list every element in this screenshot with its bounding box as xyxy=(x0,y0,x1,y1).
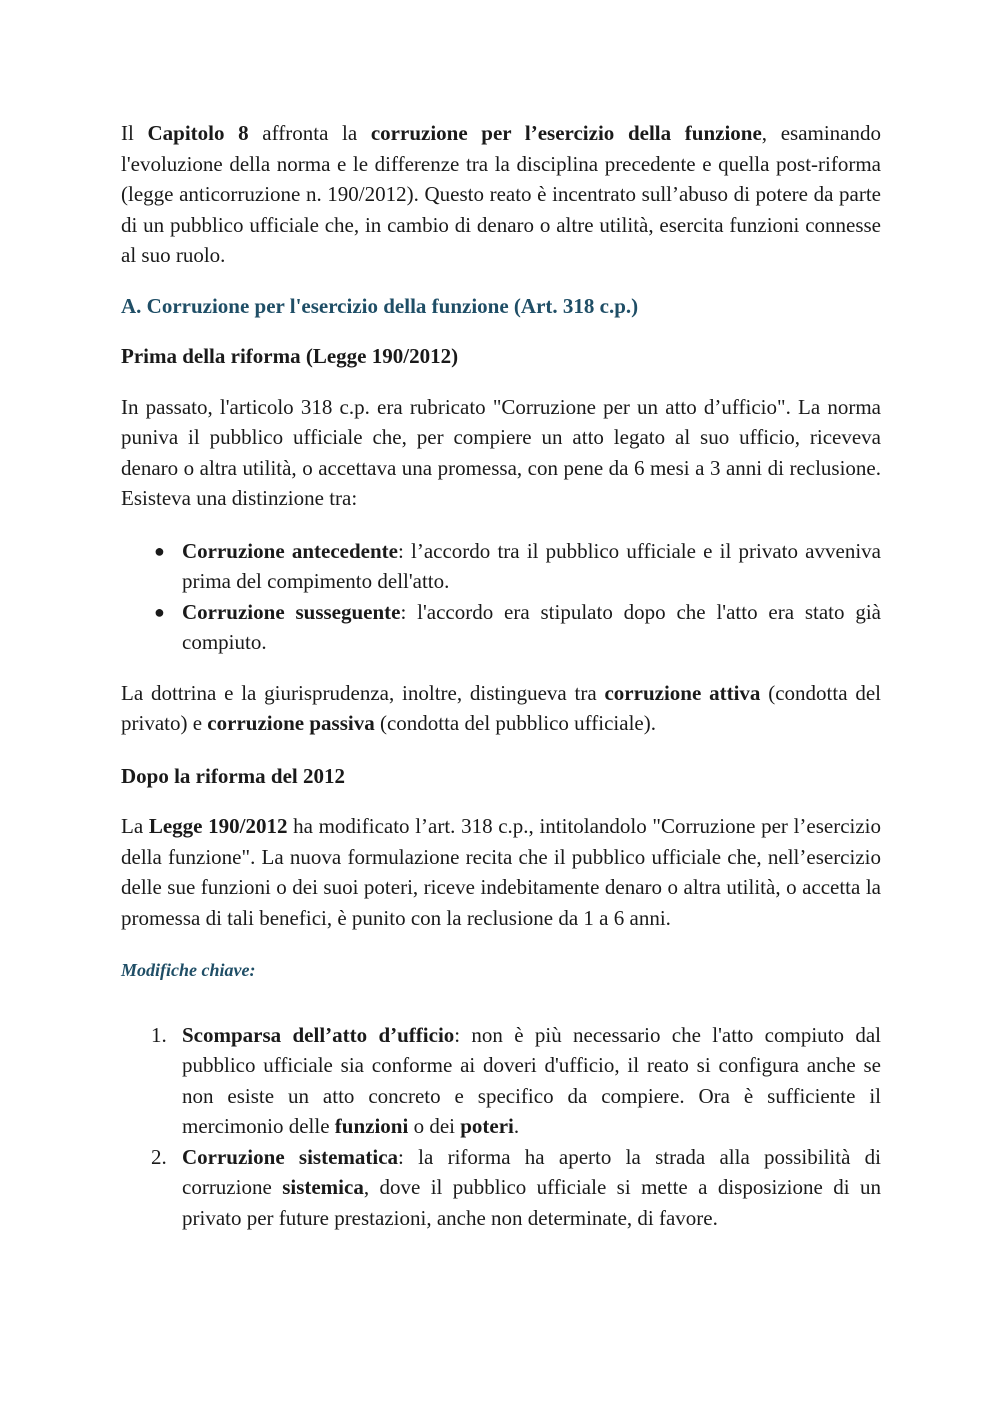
after-reform-paragraph xyxy=(121,811,881,933)
document-page xyxy=(121,118,881,1253)
list-item-bold: funzioni xyxy=(334,1114,409,1138)
list-item-term: Scomparsa dell’atto d’ufficio xyxy=(182,1022,455,1047)
doctrine-text: (condotta del privato) e xyxy=(121,680,881,735)
list-item-text: : la riforma ha aperto la strada alla possibilità di corruzione xyxy=(182,1144,881,1199)
doctrine-paragraph xyxy=(121,678,881,739)
doctrine-text: (condotta del pubblico ufficiale). xyxy=(374,711,656,735)
list-item-text: o dei xyxy=(408,1114,461,1138)
list-item-text: : l'accordo era stipulato dopo che l'atto era stato già compiuto. xyxy=(182,599,881,654)
intro-bold-topic: corruzione per l’esercizio della funzione xyxy=(370,121,762,145)
list-item-term: Corruzione antecedente xyxy=(182,538,398,563)
doctrine-text: La dottrina e la giurisprudenza, inoltre, distingueva tra xyxy=(121,680,605,705)
intro-text: affronta la xyxy=(248,121,371,145)
after-bold-law: Legge 190/2012 xyxy=(148,814,288,838)
list-item-term: Corruzione susseguente xyxy=(182,599,401,624)
list-item xyxy=(121,597,881,658)
before-reform-paragraph: In passato, l'articolo 318 c.p. era rubricato "Corruzione per un atto d’ufficio". La norma puniva il pubblico ufficiale che, per compiere un atto legato al suo ufficio, riceveva denaro o altra utilità, o accettava una promessa, con pene da 6 mesi a 3 anni di reclusione. Esisteva una distinzione tra: xyxy=(121,394,881,510)
bullet-icon: ● xyxy=(154,601,165,622)
list-item-term: Corruzione sistematica xyxy=(182,1144,399,1169)
list-item xyxy=(121,1142,881,1234)
list-number: 1. xyxy=(151,1022,167,1047)
list-item-bold: sistemica xyxy=(282,1175,364,1199)
doctrine-bold-active: corruzione attiva xyxy=(604,680,761,705)
distinction-list xyxy=(121,536,881,658)
key-changes-heading: Modifiche chiave: xyxy=(121,960,256,980)
intro-text: Il xyxy=(121,121,148,145)
list-item xyxy=(121,536,881,597)
list-item-text: : l’accordo tra il pubblico ufficiale e il privato avveniva prima del compimento dell'atto. xyxy=(182,538,881,593)
key-changes-list xyxy=(121,1020,881,1234)
list-item-text: . xyxy=(513,1114,520,1138)
after-text: ha modificato l’art. 318 c.p., intitolandolo "Corruzione per l’esercizio della funzione". La nuova formulazione recita che il pubblico ufficiale che, nell’esercizio delle sue funzioni o dei suoi poteri, riceve indebitamente denaro o altra utilità, o accetta la promessa di tali benefici, è punito con la reclusione da 1 a 6 anni. xyxy=(121,814,882,930)
intro-bold-chapter: Capitolo 8 xyxy=(147,121,249,145)
after-text: La xyxy=(121,814,149,838)
list-item-text: , dove il pubblico ufficiale si mette a disposizione di un privato per future prestazioni, anche non determinate, di favore. xyxy=(182,1175,881,1230)
section-a-heading: A. Corruzione per l'esercizio della funzione (Art. 318 c.p.) xyxy=(121,293,639,318)
list-number: 2. xyxy=(151,1144,167,1169)
intro-text: , esaminando l'evoluzione della norma e le differenze tra la disciplina precedente e quella post-riforma (legge anticorruzione n. 190/2012). Questo reato è incentrato sull’abuso di potere da parte di un pubblico ufficiale che, in cambio di denaro o altre utilità, esercita funzioni connesse al suo ruolo. xyxy=(121,121,882,267)
intro-paragraph xyxy=(121,118,881,271)
after-reform-heading: Dopo la riforma del 2012 xyxy=(121,763,345,788)
list-item-text: : non è più necessario che l'atto compiuto dal pubblico ufficiale sia conforme ai doveri d'ufficio, il reato si configura anche se non esiste un atto concreto e specifico da compiere. Ora è sufficiente il mercimonio delle xyxy=(182,1022,881,1138)
before-reform-heading: Prima della riforma (Legge 190/2012) xyxy=(121,344,459,368)
list-item-bold: poteri xyxy=(460,1114,514,1138)
bullet-icon: ● xyxy=(154,540,165,561)
doctrine-bold-passive: corruzione passiva xyxy=(207,711,375,735)
list-item xyxy=(121,1020,881,1142)
